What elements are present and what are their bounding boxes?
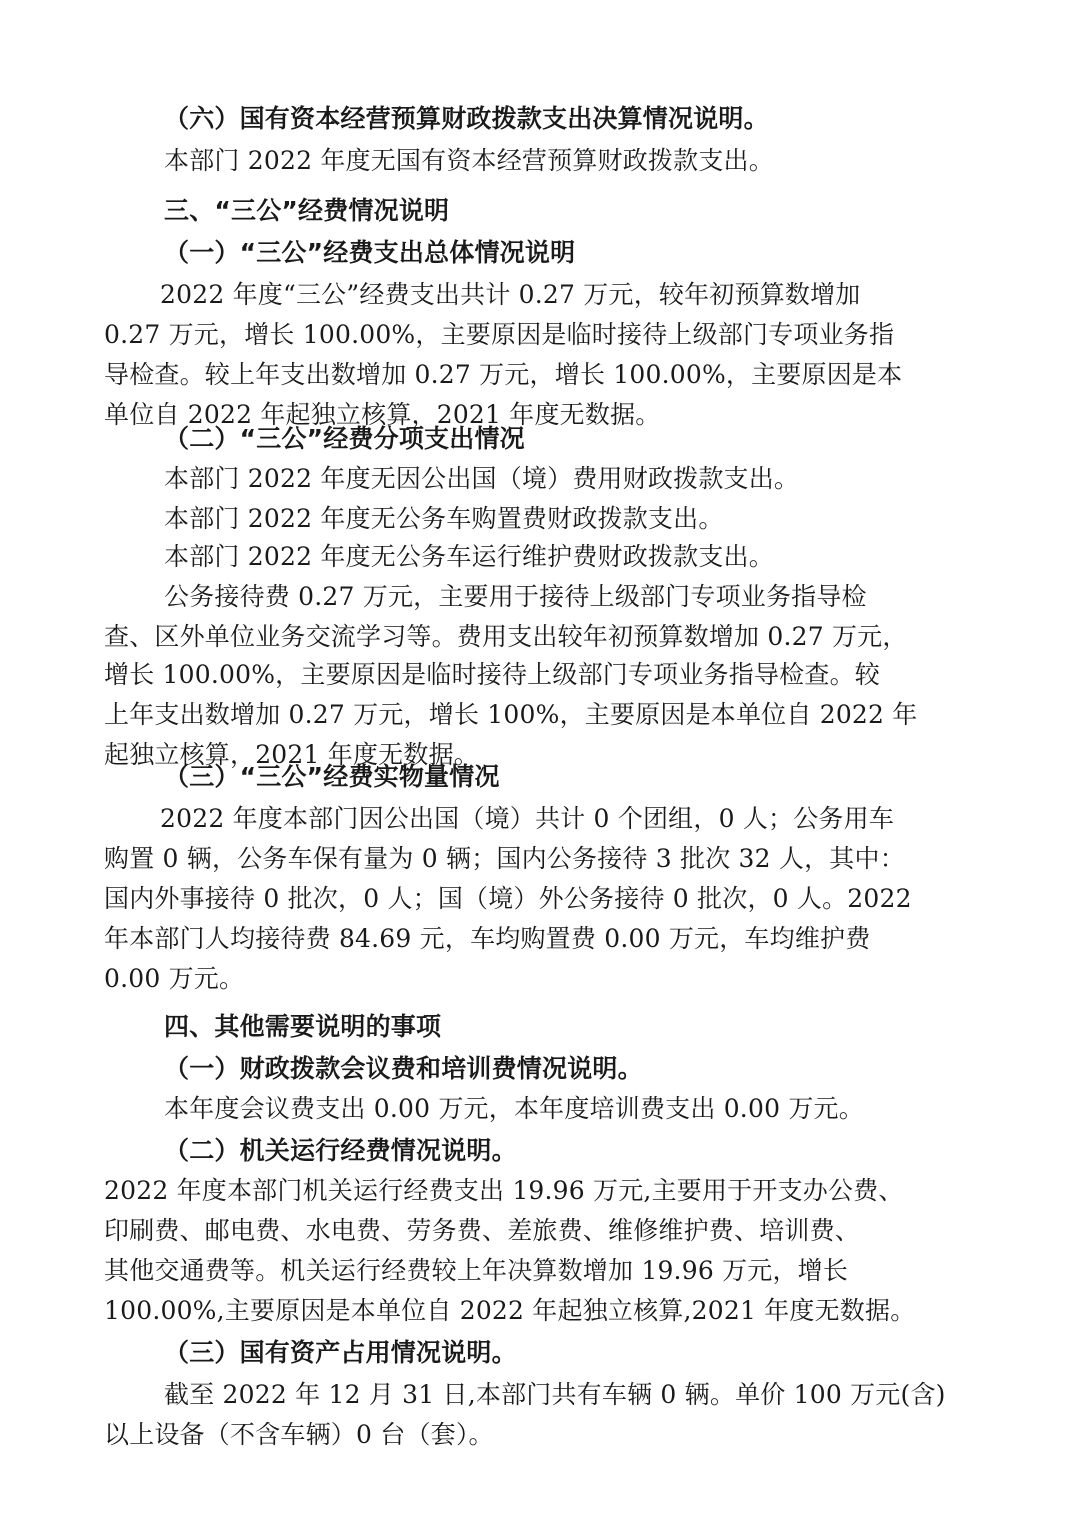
paragraph-line: 本部门 2022 年度无因公出国（境）费用财政拨款支出。 bbox=[164, 464, 800, 493]
subheading-overall: （一）“三公”经费支出总体情况说明 bbox=[164, 238, 576, 267]
paragraph-line: 起独立核算，2021 年度无数据。 bbox=[104, 740, 479, 769]
paragraph-line: 查、区外单位业务交流学习等。费用支出较年初预算数增加 0.27 万元， bbox=[104, 622, 908, 651]
paragraph-line: 2022 年度本部门因公出国（境）共计 0 个团组，0 人；公务用车 bbox=[160, 804, 895, 833]
paragraph-line: 2022 年度“三公”经费支出共计 0.27 万元，较年初预算数增加 bbox=[160, 280, 861, 309]
paragraph-line: 增长 100.00%，主要原因是临时接待上级部门专项业务指导检查。较 bbox=[104, 660, 880, 689]
subheading-itemized: （二）“三公”经费分项支出情况 bbox=[164, 424, 525, 453]
paragraph-line: 2022 年度本部门机关运行经费支出 19.96 万元,主要用于开支办公费、 bbox=[104, 1176, 904, 1205]
subheading-meeting-training: （一）财政拨款会议费和培训费情况说明。 bbox=[164, 1054, 643, 1083]
subheading-physical-quantity: （三）“三公”经费实物量情况 bbox=[164, 762, 500, 791]
paragraph-line: 国内外事接待 0 批次，0 人；国（境）外公务接待 0 批次，0 人。2022 bbox=[104, 884, 912, 913]
paragraph-line: 其他交通费等。机关运行经费较上年决算数增加 19.96 万元，增长 bbox=[104, 1256, 849, 1285]
paragraph-line: 本部门 2022 年度无公务车运行维护费财政拨款支出。 bbox=[164, 542, 774, 571]
subheading-state-assets: （三）国有资产占用情况说明。 bbox=[164, 1338, 517, 1367]
paragraph-line: 上年支出数增加 0.27 万元，增长 100%，主要原因是本单位自 2022 年 bbox=[104, 700, 918, 729]
paragraph-line: 本部门 2022 年度无公务车购置费财政拨款支出。 bbox=[164, 504, 724, 533]
paragraph-line: 公务接待费 0.27 万元，主要用于接待上级部门专项业务指导检 bbox=[164, 582, 867, 611]
paragraph-line: 购置 0 辆，公务车保有量为 0 辆；国内公务接待 3 批次 32 人，其中： bbox=[104, 844, 905, 873]
subheading-operating-expenses: （二）机关运行经费情况说明。 bbox=[164, 1136, 517, 1165]
paragraph-line: 导检查。较上年支出数增加 0.27 万元，增长 100.00%，主要原因是本 bbox=[104, 360, 903, 389]
paragraph-line: 截至 2022 年 12 月 31 日,本部门共有车辆 0 辆。单价 100 万元(含) bbox=[164, 1380, 946, 1409]
paragraph-line: 年本部门人均接待费 84.69 元，车均购置费 0.00 万元，车均维护费 bbox=[104, 924, 871, 953]
paragraph-line: 本部门 2022 年度无国有资本经营预算财政拨款支出。 bbox=[164, 146, 774, 175]
paragraph-line: 0.27 万元，增长 100.00%，主要原因是临时接待上级部门专项业务指 bbox=[104, 320, 895, 349]
paragraph-line: 100.00%,主要原因是本单位自 2022 年起独立核算,2021 年度无数据。 bbox=[104, 1296, 916, 1325]
paragraph-line: 本年度会议费支出 0.00 万元，本年度培训费支出 0.00 万元。 bbox=[164, 1094, 864, 1123]
section-heading-state-capital-budget: （六）国有资本经营预算财政拨款支出决算情况说明。 bbox=[164, 104, 769, 133]
paragraph-line: 0.00 万元。 bbox=[104, 964, 245, 993]
paragraph-line: 印刷费、邮电费、水电费、劳务费、差旅费、维修维护费、培训费、 bbox=[104, 1216, 861, 1245]
section-heading-three-public: 三、“三公”经费情况说明 bbox=[164, 196, 450, 225]
paragraph-line: 单位自 2022 年起独立核算，2021 年度无数据。 bbox=[104, 400, 661, 429]
paragraph-line: 以上设备（不含车辆）0 台（套）。 bbox=[104, 1420, 494, 1449]
section-heading-other-matters: 四、其他需要说明的事项 bbox=[164, 1012, 442, 1041]
